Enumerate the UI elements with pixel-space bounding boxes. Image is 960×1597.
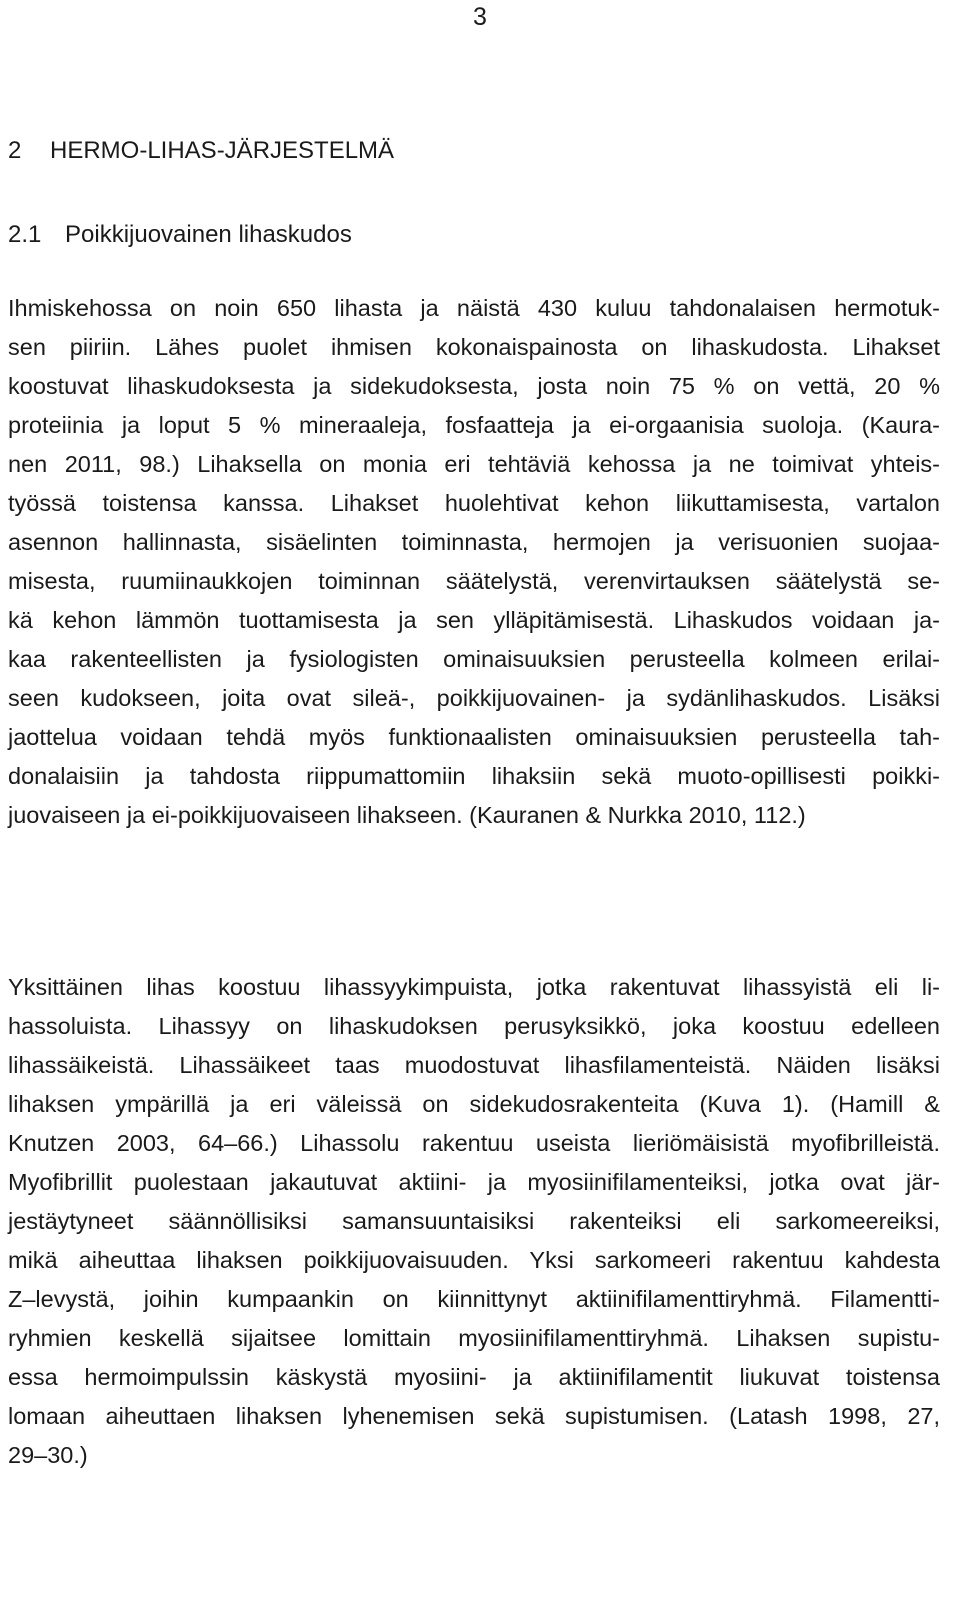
text-line: lomaan aiheuttaen lihaksen lyhenemisen sekä supistumisen. (Latash 1998, 27,	[8, 1403, 940, 1429]
text-line: hassoluista. Lihassyy on lihaskudoksen perusyksikkö, joka koostuu edelleen	[8, 1013, 940, 1039]
text-line: lihassäikeistä. Lihassäikeet taas muodostuvat lihasfilamenteistä. Näiden lisäksi	[8, 1052, 940, 1078]
paragraph-muscle-tissue	[8, 289, 940, 835]
chapter-number: 2	[8, 137, 22, 164]
text-line: jestäytyneet säännöllisiksi samansuuntaisiksi rakenteiksi eli sarkomeereiksi,	[8, 1208, 940, 1234]
text-line: Ihmiskehossa on noin 650 lihasta ja näistä 430 kuluu tahdonalaisen hermotuk-	[8, 295, 940, 321]
page-number: 3	[473, 3, 487, 31]
text-line: lihaksen ympärillä ja eri väleissä on sidekudosrakenteita (Kuva 1). (Hamill &	[8, 1091, 940, 1117]
text-line: donalaisiin ja tahdosta riippumattomiin lihaksiin sekä muoto-opillisesti poikki-	[8, 763, 940, 789]
chapter-title: HERMO-LIHAS-JÄRJESTELMÄ	[50, 137, 395, 164]
text-line: kä kehon lämmön tuottamisesta ja sen ylläpitämisestä. Lihaskudos voidaan ja-	[8, 607, 940, 633]
text-line: 29–30.)	[8, 1442, 88, 1468]
text-line: koostuvat lihaskudoksesta ja sidekudoksesta, josta noin 75 % on vettä, 20 %	[8, 373, 940, 399]
text-line: Myofibrillit puolestaan jakautuvat aktiini- ja myosiinifilamenteiksi, jotka ovat jär-	[8, 1169, 940, 1195]
text-line: misesta, ruumiinaukkojen toiminnan säätelystä, verenvirtauksen säätelystä se-	[8, 568, 940, 594]
text-line: Yksittäinen lihas koostuu lihassyykimpuista, jotka rakentuvat lihassyistä eli li-	[8, 974, 940, 1000]
section-heading	[8, 218, 352, 252]
text-line: kaa rakenteellisten ja fysiologisten ominaisuuksien perusteella kolmeen erilai-	[8, 646, 940, 672]
text-line: ryhmien keskellä sijaitsee lomittain myosiinifilamenttiryhmä. Lihaksen supistu-	[8, 1325, 940, 1351]
text-line: Knutzen 2003, 64–66.) Lihassolu rakentuu useista lieriömäisistä myofibrilleistä.	[8, 1130, 940, 1156]
text-line: Z–levystä, joihin kumpaankin on kiinnittynyt aktiinifilamenttiryhmä. Filamentti-	[8, 1286, 940, 1312]
text-line: asennon hallinnasta, sisäelinten toiminnasta, hermojen ja verisuonien suojaa-	[8, 529, 940, 555]
text-line: seen kudokseen, joita ovat sileä-, poikkijuovainen- ja sydänlihaskudos. Lisäksi	[8, 685, 940, 711]
text-line: sen piiriin. Lähes puolet ihmisen kokonaispainosta on lihaskudosta. Lihakset	[8, 334, 940, 360]
text-line: työssä toistensa kanssa. Lihakset huolehtivat kehon liikuttamisesta, vartalon	[8, 490, 940, 516]
text-line: jaottelua voidaan tehdä myös funktionaalisten ominaisuuksien perusteella tah-	[8, 724, 940, 750]
text-line: juovaiseen ja ei-poikkijuovaiseen lihakseen. (Kauranen & Nurkka 2010, 112.)	[8, 802, 806, 828]
section-title: Poikkijuovainen lihaskudos	[65, 221, 352, 248]
text-line: essa hermoimpulssin käskystä myosiini- ja aktiinifilamentit liukuvat toistensa	[8, 1364, 940, 1390]
text-line: nen 2011, 98.) Lihaksella on monia eri tehtäviä kehossa ja ne toimivat yhteis-	[8, 451, 940, 477]
text-line: mikä aiheuttaa lihaksen poikkijuovaisuuden. Yksi sarkomeeri rakentuu kahdesta	[8, 1247, 940, 1273]
paragraph-muscle-structure	[8, 968, 940, 1475]
section-number: 2.1	[8, 221, 42, 248]
text-line: proteiinia ja loput 5 % mineraaleja, fosfaatteja ja ei-orgaanisia suoloja. (Kaura-	[8, 412, 940, 438]
chapter-heading	[8, 134, 394, 168]
